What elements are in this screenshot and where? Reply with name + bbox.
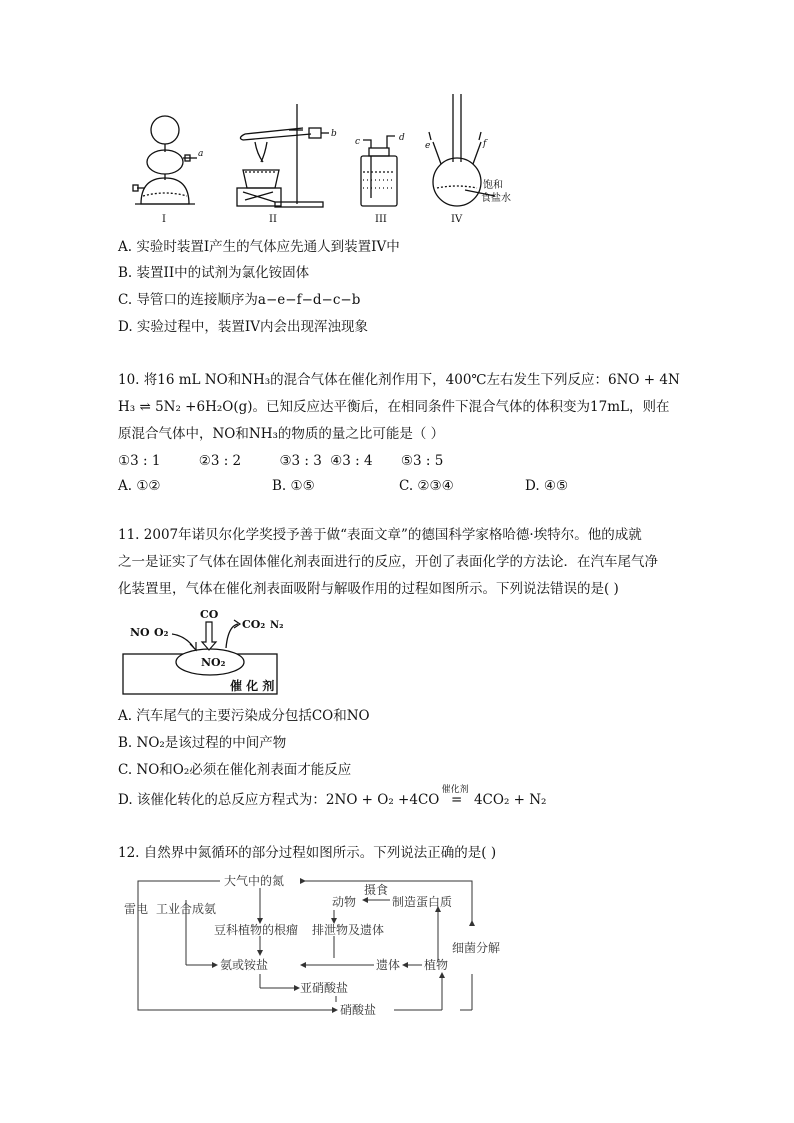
q11-option-d: [118, 785, 547, 810]
nitrogen-cycle-figure: [120, 870, 520, 1020]
q10-line-1: 10. 将16 mL NO和NH₃的混合气体在催化剂作用下，400℃左右发生下列反应：6NO + 4N: [118, 372, 680, 388]
label-e: e: [425, 141, 431, 151]
label-device-iv: IV: [451, 214, 463, 225]
q9-option-b: B. 装置II中的试剂为氯化铵固体: [118, 265, 310, 281]
q10-line-2: H₃ ⇌ 5N₂ +6H₂O(g)。已知反应达平衡后，在相同条件下混合气体的体积变为17mL，则在: [118, 399, 670, 415]
node-nitrate: 硝酸盐: [340, 1003, 377, 1017]
label-brine-1: 饱和: [483, 180, 503, 191]
fig-o2: O₂: [154, 626, 169, 639]
q10-option-b: B. ①⑤: [272, 478, 315, 494]
node-plant: 植物: [424, 958, 449, 972]
q10-option-c: C. ②③④: [399, 478, 454, 494]
q11-equation-arrow: [441, 785, 470, 810]
node-nitrite: 亚硝酸盐: [300, 981, 349, 995]
q11-line-3: 化装置里，气体在催化剂表面吸附与解吸作用的过程如图所示。下列说法错误的是( ): [118, 581, 619, 597]
apparatus-figure: [125, 92, 525, 232]
node-atmosphere: 大气中的氮: [224, 874, 285, 888]
label-d: d: [399, 133, 405, 143]
node-excreta: 排泄物及遗体: [312, 923, 385, 937]
q11-equation-sign: =: [451, 792, 463, 808]
fig-no2: NO₂: [201, 656, 226, 669]
node-ingest: 摄食: [364, 883, 389, 897]
label-c: c: [355, 137, 361, 147]
q10-line-3: 原混合气体中，NO和NH₃的物质的量之比可能是（ ）: [118, 426, 445, 442]
label-a: a: [198, 149, 204, 159]
q11-equation-catalyst: 催化剂: [441, 785, 469, 795]
node-industrial: 工业合成氨: [156, 902, 217, 916]
q10-ratio-4: ④3 : 4: [330, 453, 373, 469]
q9-option-d: D. 实验过程中，装置IV内会出现浑浊现象: [118, 319, 369, 335]
node-make-protein: 制造蛋白质: [392, 895, 453, 909]
fig-catalyst: 催 化 剂: [230, 679, 275, 693]
fig-co2: CO₂: [242, 618, 266, 631]
q11-line-1: 11. 2007年诺贝尔化学奖授予善于做“表面文章”的德国科学家格哈德·埃特尔。他的成就: [118, 527, 642, 543]
q10-ratio-5: ⑤3 : 5: [400, 453, 444, 469]
q11-option-c: C. NO和O₂必须在催化剂表面才能反应: [118, 762, 352, 778]
fig-no: NO: [130, 626, 150, 639]
q9-option-a: A. 实验时装置I产生的气体应先通人到装置IV中: [118, 239, 400, 255]
q11-option-b: B. NO₂是该过程的中间产物: [118, 735, 287, 751]
q10-ratio-1: ①3 : 1: [118, 453, 161, 469]
label-f: f: [483, 139, 487, 149]
q11-equation-products: 4CO₂ + N₂: [473, 792, 547, 808]
q11-option-a: A. 汽车尾气的主要污染成分包括CO和NO: [118, 708, 370, 724]
q10-option-d: D. ④⑤: [525, 478, 569, 494]
device-ii-heating-apparatus: [237, 104, 329, 207]
node-lightning: 雷电: [124, 902, 149, 916]
q10-ratio-3: ③3 : 3: [279, 453, 322, 469]
catalyst-surface-figure: [122, 604, 282, 696]
q11-line-2: 之一是证实了气体在固体催化剂表面进行的反应，开创了表面化学的方法论．在汽车尾气净: [118, 554, 658, 570]
label-brine-2: 食盐水: [481, 193, 511, 204]
q10-ratios: [118, 451, 443, 471]
label-device-ii: II: [269, 214, 277, 225]
fig-n2: N₂: [270, 620, 284, 631]
label-device-i: I: [162, 214, 166, 225]
q9-option-c: C. 导管口的连接顺序为a−e−f−d−c−b: [118, 292, 361, 308]
device-i-kipp-generator: [133, 116, 197, 204]
label-device-iii: III: [375, 214, 387, 225]
node-remains: 遗体: [376, 958, 401, 972]
node-animal: 动物: [332, 895, 357, 909]
node-ammonia: 氨或铵盐: [220, 958, 269, 972]
label-b: b: [331, 129, 337, 139]
node-root-nodule: 豆科植物的根瘤: [214, 923, 299, 937]
q10-option-a: A. ①②: [118, 478, 161, 494]
fig-co: CO: [200, 608, 219, 621]
device-iii-wash-bottle: [361, 136, 397, 206]
node-bacteria: 细菌分解: [452, 941, 501, 955]
q12-line-1: 12. 自然界中氮循环的部分过程如图所示。下列说法正确的是( ): [118, 845, 497, 861]
q10-ratio-2: ②3 : 2: [198, 453, 242, 469]
q11-option-d-text: D. 该催化转化的总反应方程式为：2NO + O₂ +4CO: [118, 792, 440, 808]
